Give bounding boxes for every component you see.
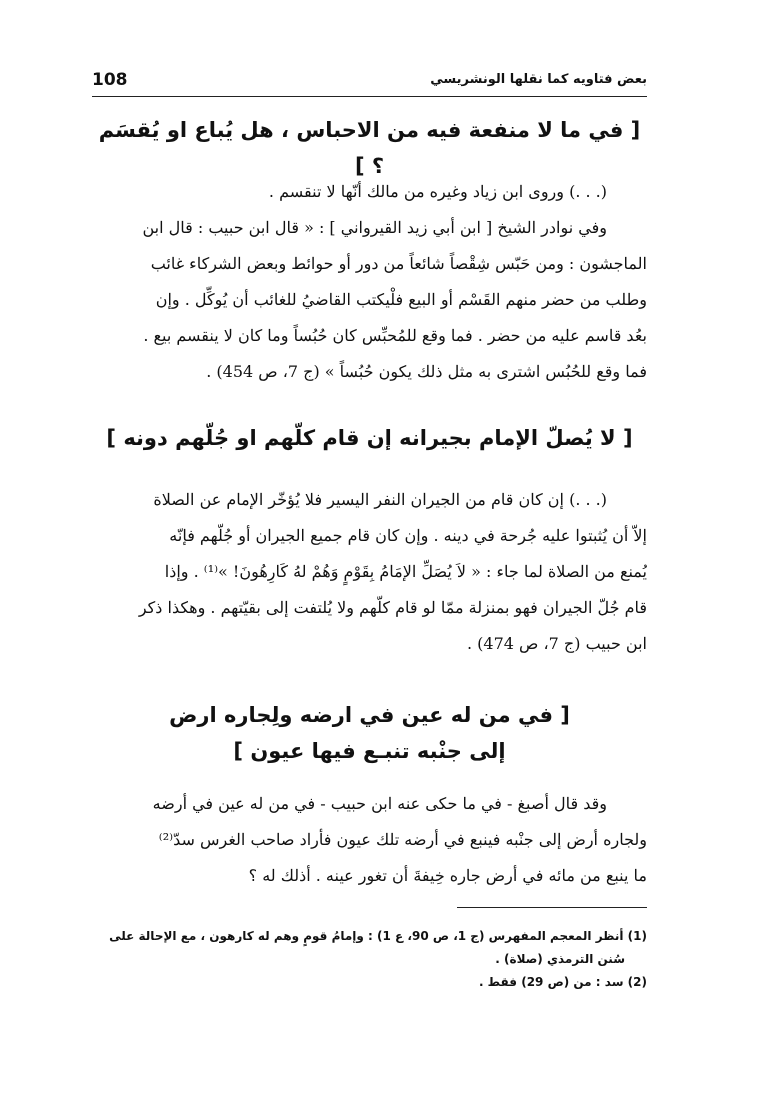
footnote-line: سُنن الترمذي (صلاة) . bbox=[495, 952, 625, 966]
running-title: بعض فتاويه كما نقلها الونشريسي bbox=[430, 72, 647, 87]
text-line: وطلب من حضر منهم القَسْم أو البيع فلْيكتب القاضيُ للغائب أن يُوكِّل . وإن bbox=[155, 290, 647, 309]
text-line: يُمنع من الصلاة لما جاء : « لاَ يُصَلِّ الإمَامُ بِقَوْمٍ وَهُمْ لهُ كَارِهُونَ! »⁽¹⁾ . وإذا bbox=[164, 562, 647, 581]
text-line: فما وقع للحُبُس اشترى به مثل ذلك يكون حُبُساً » (ج 7، ص 454) . bbox=[206, 362, 647, 381]
footnote-line: (2) سد : من (ص 29) فقط . bbox=[478, 975, 647, 989]
heading-line: [ في ما لا منفعة فيه من الاحباس ، هل يُباع او يُقسَم ؟ ] bbox=[98, 118, 641, 178]
text-line: بعُد قاسم عليه من حضر . فما وقع للمُحبِّس كان حُبُساً وما كان لا ينقسم بيع . bbox=[143, 326, 647, 345]
text-line: الماجشون : ومن حَبّس شِقْصاً شائعاً من دور أو حوائط وبعض الشركاء غائب bbox=[150, 254, 647, 273]
heading-line: إلى جنْبه تنبـع فيها عيون ] bbox=[233, 739, 506, 763]
text-line: وقد قال أصبغ - في ما حكى عنه ابن حبيب - في من له عين في أرضه bbox=[152, 794, 607, 813]
text-line: (. . .) إن كان قام من الجيران النفر اليسير فلا يُؤخّر الإمام عن الصلاة bbox=[153, 490, 607, 509]
text-line: وفي نوادر الشيخ [ ابن أبي زيد القيرواني ] : « قال ابن حبيب : قال ابن bbox=[142, 218, 607, 237]
text-line: ولجاره أرض إلى جنْبه فينبع في أرضه تلك عيون فأراد صاحب الغرس سدّ⁽²⁾ bbox=[158, 830, 647, 849]
section-1-body bbox=[92, 174, 647, 390]
text-line: (. . .) وروى ابن زياد وغيره من مالك أنّها لا تنقسم . bbox=[268, 182, 607, 201]
section-2-body bbox=[92, 482, 647, 662]
text-line: قام جُلّ الجيران فهو بمنزلة ممّا لو قام كلّهم ولا يُلتفت إلى بقيّتهم . وهكذا ذكر bbox=[138, 598, 647, 617]
section-3-body bbox=[92, 786, 647, 894]
section-heading-2 bbox=[92, 420, 647, 456]
heading-line: [ لا يُصلّ الإمام بجيرانه إن قام كلّهم او جُلّهم دونه ] bbox=[106, 426, 633, 450]
footnote-line: (1) أنظر المعجم المفهرس (ج 1، ص 90، ع 1) : وإمامُ قومٍ وهم له كارهون ، مع الإحالة على bbox=[109, 929, 647, 943]
page-number: 108 bbox=[92, 70, 128, 90]
footnote-divider bbox=[457, 907, 647, 908]
page-header bbox=[92, 66, 647, 97]
text-line: ما ينبع من مائه في أرض جاره خِيفةَ أن تغور عينه . أذلك له ؟ bbox=[248, 866, 647, 885]
footnotes bbox=[92, 925, 647, 994]
text-line: ابن حبيب (ج 7، ص 474) . bbox=[466, 634, 647, 653]
heading-line: [ في من له عين في ارضه ولِجاره ارض bbox=[169, 703, 570, 727]
section-heading-3 bbox=[92, 697, 647, 769]
text-line: إلاّ أن يُثبتوا عليه جُرحة في دينه . وإن كان قام جميع الجيران أو جُلّهم فإنّه bbox=[169, 526, 647, 545]
